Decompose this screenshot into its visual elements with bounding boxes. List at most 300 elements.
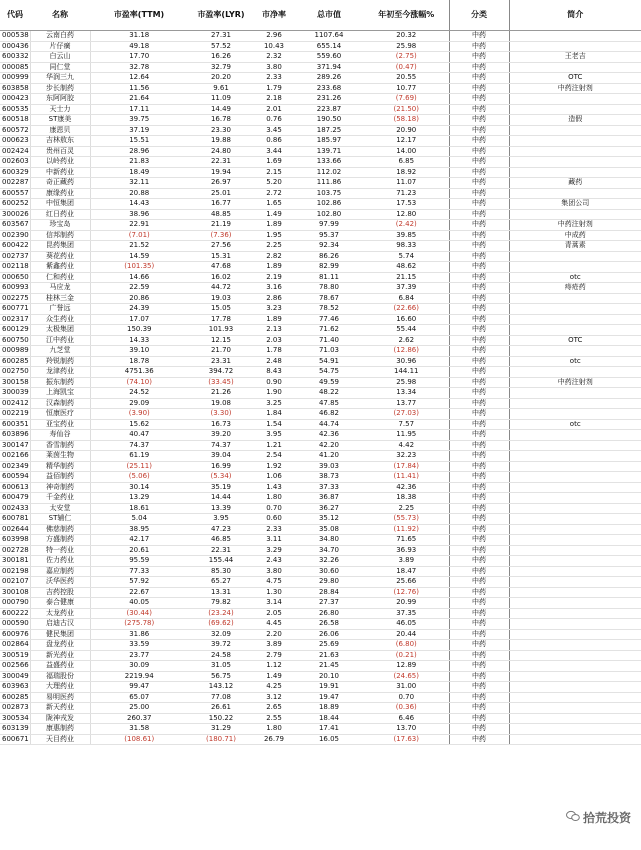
cell-pb: 2.33 <box>254 524 294 535</box>
cell-pb: 2.32 <box>254 52 294 63</box>
cell-pe-lyr: 16.99 <box>188 461 254 472</box>
cell-market-cap: 185.97 <box>294 136 364 147</box>
cell-ytd-change: (55.73) <box>364 514 449 525</box>
cell-name: 香雪制药 <box>30 440 90 451</box>
table-body <box>0 31 641 745</box>
cell-pb: 3.45 <box>254 125 294 136</box>
table-row <box>0 493 641 504</box>
table-row <box>0 482 641 493</box>
cell-name: 华润三九 <box>30 73 90 84</box>
cell-intro <box>509 146 641 157</box>
cell-pb: 1.80 <box>254 493 294 504</box>
cell-intro <box>509 346 641 357</box>
cell-market-cap: 35.08 <box>294 524 364 535</box>
cell-name: ST辅仁 <box>30 514 90 525</box>
cell-category: 中药 <box>449 104 509 115</box>
cell-code: 002166 <box>2 451 29 459</box>
cell-pb: 1.54 <box>254 419 294 430</box>
cell-category: 中药 <box>449 304 509 315</box>
cell-pe-lyr: 44.72 <box>188 283 254 294</box>
cell-ytd-change: 14.00 <box>364 146 449 157</box>
cell-code: 002424 <box>2 146 29 155</box>
cell-category: 中药 <box>449 545 509 556</box>
header-pe-ttm: 市盈率(TTM) <box>90 0 188 31</box>
cell-category: 中药 <box>449 713 509 724</box>
cell-ytd-change: 18.47 <box>364 566 449 577</box>
cell-ytd-change: (58.18) <box>364 115 449 126</box>
cell-pe-lyr: (7.36) <box>188 230 254 241</box>
header-category: 分类 <box>449 0 509 31</box>
cell-ytd-change: 7.57 <box>364 419 449 430</box>
cell-name: 羚锐制药 <box>30 356 90 367</box>
cell-pb: 3.23 <box>254 304 294 315</box>
cell-name: 千金药业 <box>30 493 90 504</box>
cell-name: 新光药业 <box>30 650 90 661</box>
cell-ytd-change: 18.92 <box>364 167 449 178</box>
cell-name: 健民集团 <box>30 629 90 640</box>
table-row <box>0 524 641 535</box>
cell-pb: 0.86 <box>254 136 294 147</box>
cell-pe-ttm: 42.17 <box>90 535 188 546</box>
cell-intro: 王老吉 <box>509 52 641 63</box>
header-code: 代码 <box>0 0 30 31</box>
cell-name: 东阿阿胶 <box>30 94 90 105</box>
cell-name: 新天药业 <box>30 703 90 714</box>
cell-ytd-change: 55.44 <box>364 325 449 336</box>
cell-market-cap: 17.41 <box>294 724 364 735</box>
cell-pe-lyr: 47.68 <box>188 262 254 273</box>
cell-category: 中药 <box>449 514 509 525</box>
cell-intro <box>509 650 641 661</box>
cell-intro: 中药注射剂 <box>509 377 641 388</box>
cell-market-cap: 47.85 <box>294 398 364 409</box>
cell-code: 600129 <box>2 325 29 333</box>
cell-intro <box>509 251 641 262</box>
cell-pb: 1.65 <box>254 199 294 210</box>
cell-pe-ttm: 57.92 <box>90 577 188 588</box>
cell-pb: 1.43 <box>254 482 294 493</box>
cell-ytd-change: 20.44 <box>364 629 449 640</box>
header-intro: 简介 <box>509 0 641 31</box>
cell-pe-ttm: 24.39 <box>90 304 188 315</box>
cell-ytd-change: 6.85 <box>364 157 449 168</box>
cell-code: 002317 <box>2 314 29 323</box>
cell-market-cap: 49.59 <box>294 377 364 388</box>
cell-name: 珍宝岛 <box>30 220 90 231</box>
cell-intro <box>509 461 641 472</box>
cell-code: 603139 <box>2 724 29 732</box>
cell-pe-lyr: 85.30 <box>188 566 254 577</box>
cell-code: 002390 <box>2 230 29 239</box>
table-row <box>0 115 641 126</box>
cell-market-cap: 46.82 <box>294 409 364 420</box>
cell-ytd-change: 2.25 <box>364 503 449 514</box>
cell-name: 天目药业 <box>30 734 90 745</box>
cell-ytd-change: 25.98 <box>364 41 449 52</box>
cell-intro: 中药注射剂 <box>509 220 641 231</box>
cell-pb: 2.19 <box>254 272 294 283</box>
cell-name: 太极集团 <box>30 325 90 336</box>
cell-pb: 2.54 <box>254 451 294 462</box>
cell-ytd-change: 12.17 <box>364 136 449 147</box>
cell-pe-lyr: 11.09 <box>188 94 254 105</box>
table-row <box>0 598 641 609</box>
table-row <box>0 178 641 189</box>
cell-intro: OTC <box>509 335 641 346</box>
cell-pb: 3.89 <box>254 640 294 651</box>
cell-pe-ttm: (275.78) <box>90 619 188 630</box>
cell-name: 桂林三金 <box>30 293 90 304</box>
cell-pe-ttm: 74.37 <box>90 440 188 451</box>
cell-intro <box>509 598 641 609</box>
cell-pe-lyr: 101.93 <box>188 325 254 336</box>
cell-category: 中药 <box>449 73 509 84</box>
cell-code: 002219 <box>2 409 29 417</box>
cell-code: 000999 <box>2 73 29 81</box>
table-row <box>0 41 641 52</box>
cell-intro <box>509 157 641 168</box>
cell-ytd-change: (0.36) <box>364 703 449 714</box>
cell-category: 中药 <box>449 220 509 231</box>
cell-market-cap: 28.84 <box>294 587 364 598</box>
cell-ytd-change: 42.36 <box>364 482 449 493</box>
cell-pe-ttm: 17.70 <box>90 52 188 63</box>
cell-ytd-change: (0.47) <box>364 62 449 73</box>
cell-ytd-change: 20.55 <box>364 73 449 84</box>
cell-category: 中药 <box>449 398 509 409</box>
cell-ytd-change: 18.38 <box>364 493 449 504</box>
cell-pe-lyr: 22.31 <box>188 545 254 556</box>
cell-market-cap: 139.71 <box>294 146 364 157</box>
cell-ytd-change: 71.23 <box>364 188 449 199</box>
cell-pb: 1.84 <box>254 409 294 420</box>
cell-pe-ttm: (3.90) <box>90 409 188 420</box>
table-row <box>0 440 641 451</box>
cell-ytd-change: 25.66 <box>364 577 449 588</box>
table-row <box>0 73 641 84</box>
cell-pe-ttm: 12.64 <box>90 73 188 84</box>
cell-market-cap: 559.60 <box>294 52 364 63</box>
cell-code: 600993 <box>2 283 29 291</box>
table-row <box>0 167 641 178</box>
cell-category: 中药 <box>449 703 509 714</box>
cell-code: 300181 <box>2 556 29 564</box>
table-row <box>0 545 641 556</box>
cell-market-cap: 71.62 <box>294 325 364 336</box>
cell-intro: otc <box>509 272 641 283</box>
cell-code: 600535 <box>2 104 29 113</box>
cell-name: 葵花药业 <box>30 251 90 262</box>
table-row <box>0 629 641 640</box>
cell-pe-ttm: 24.52 <box>90 388 188 399</box>
cell-pe-ttm: 14.43 <box>90 199 188 210</box>
cell-intro <box>509 125 641 136</box>
cell-market-cap: 38.73 <box>294 472 364 483</box>
cell-market-cap: 21.63 <box>294 650 364 661</box>
cell-intro <box>509 545 641 556</box>
cell-pb: 0.60 <box>254 514 294 525</box>
cell-pe-lyr: 39.20 <box>188 430 254 441</box>
cell-market-cap: 71.03 <box>294 346 364 357</box>
cell-name: 龙津药业 <box>30 367 90 378</box>
cell-pb: 3.12 <box>254 692 294 703</box>
table-row <box>0 136 641 147</box>
cell-code: 000423 <box>2 94 29 102</box>
cell-name: 江中药业 <box>30 335 90 346</box>
cell-name: 易明医药 <box>30 692 90 703</box>
cell-ytd-change: (12.76) <box>364 587 449 598</box>
cell-pe-lyr: 32.79 <box>188 62 254 73</box>
cell-pe-ttm: 32.11 <box>90 178 188 189</box>
cell-category: 中药 <box>449 409 509 420</box>
table-row <box>0 262 641 273</box>
cell-intro <box>509 619 641 630</box>
cell-pe-lyr: 155.44 <box>188 556 254 567</box>
cell-market-cap: 71.40 <box>294 335 364 346</box>
cell-name: 寿仙谷 <box>30 430 90 441</box>
table-row <box>0 608 641 619</box>
cell-intro <box>509 682 641 693</box>
cell-intro <box>509 209 641 220</box>
cell-category: 中药 <box>449 251 509 262</box>
table-row <box>0 251 641 262</box>
cell-code: 600351 <box>2 419 29 428</box>
cell-pe-ttm: 22.59 <box>90 283 188 294</box>
cell-pe-ttm: 14.33 <box>90 335 188 346</box>
cell-code: 603963 <box>2 682 29 690</box>
cell-intro <box>509 493 641 504</box>
cell-pe-ttm: 20.86 <box>90 293 188 304</box>
cell-name: 益盛药业 <box>30 661 90 672</box>
cell-market-cap: 78.67 <box>294 293 364 304</box>
table-row <box>0 188 641 199</box>
cell-intro: OTC <box>509 73 641 84</box>
cell-category: 中药 <box>449 31 509 42</box>
table-row <box>0 682 641 693</box>
cell-category: 中药 <box>449 472 509 483</box>
cell-category: 中药 <box>449 241 509 252</box>
cell-name: 贵州百灵 <box>30 146 90 157</box>
cell-ytd-change: (17.63) <box>364 734 449 745</box>
cell-name: 吉林敖东 <box>30 136 90 147</box>
cell-code: 600771 <box>2 304 29 312</box>
cell-name: 特一药业 <box>30 545 90 556</box>
cell-pe-ttm: 150.39 <box>90 325 188 336</box>
cell-pb: 3.80 <box>254 566 294 577</box>
cell-pe-lyr: 12.15 <box>188 335 254 346</box>
cell-category: 中药 <box>449 83 509 94</box>
cell-ytd-change: 46.05 <box>364 619 449 630</box>
cell-category: 中药 <box>449 178 509 189</box>
cell-name: 嘉应制药 <box>30 566 90 577</box>
cell-intro <box>509 703 641 714</box>
cell-name: 大理药业 <box>30 682 90 693</box>
cell-pb: 4.45 <box>254 619 294 630</box>
cell-pb: 1.06 <box>254 472 294 483</box>
cell-market-cap: 36.87 <box>294 493 364 504</box>
cell-ytd-change: 3.89 <box>364 556 449 567</box>
table-row <box>0 577 641 588</box>
cell-market-cap: 655.14 <box>294 41 364 52</box>
cell-pb: 0.90 <box>254 377 294 388</box>
cell-pe-lyr: 16.02 <box>188 272 254 283</box>
cell-code: 000590 <box>2 619 29 627</box>
cell-market-cap: 97.99 <box>294 220 364 231</box>
cell-code: 300026 <box>2 209 29 218</box>
cell-category: 中药 <box>449 283 509 294</box>
cell-market-cap: 371.94 <box>294 62 364 73</box>
cell-category: 中药 <box>449 598 509 609</box>
cell-ytd-change: 20.99 <box>364 598 449 609</box>
table-row <box>0 62 641 73</box>
cell-code: 300534 <box>2 713 29 722</box>
cell-ytd-change: 10.77 <box>364 83 449 94</box>
cell-ytd-change: (2.75) <box>364 52 449 63</box>
cell-name: 陇神戎发 <box>30 713 90 724</box>
table-row <box>0 377 641 388</box>
cell-category: 中药 <box>449 524 509 535</box>
cell-intro <box>509 41 641 52</box>
cell-pb: 1.92 <box>254 461 294 472</box>
cell-pb: 1.12 <box>254 661 294 672</box>
cell-pe-lyr: 9.61 <box>188 83 254 94</box>
cell-market-cap: 29.80 <box>294 577 364 588</box>
cell-pe-lyr: 13.39 <box>188 503 254 514</box>
cell-pe-ttm: 11.56 <box>90 83 188 94</box>
table-row <box>0 146 641 157</box>
cell-pe-ttm: 38.96 <box>90 209 188 220</box>
header-market-cap: 总市值 <box>294 0 364 31</box>
cell-code: 002864 <box>2 640 29 648</box>
cell-pe-ttm: 14.59 <box>90 251 188 262</box>
cell-code: 000989 <box>2 346 29 354</box>
cell-name: 红日药业 <box>30 209 90 220</box>
cell-intro <box>509 62 641 73</box>
cell-name: 益佰制药 <box>30 472 90 483</box>
table-row <box>0 514 641 525</box>
cell-name: 同仁堂 <box>30 62 90 73</box>
cell-code: 603998 <box>2 535 29 543</box>
table-row <box>0 230 641 241</box>
cell-name: 沃华医药 <box>30 577 90 588</box>
cell-category: 中药 <box>449 167 509 178</box>
cell-pe-lyr: 16.77 <box>188 199 254 210</box>
cell-pe-lyr: (23.24) <box>188 608 254 619</box>
cell-ytd-change: 16.60 <box>364 314 449 325</box>
cell-pe-lyr: 77.08 <box>188 692 254 703</box>
cell-ytd-change: 37.39 <box>364 283 449 294</box>
cell-pe-ttm: 18.61 <box>90 503 188 514</box>
cell-code: 000085 <box>2 62 29 71</box>
table-row <box>0 692 641 703</box>
cell-pb: 2.01 <box>254 104 294 115</box>
cell-pe-ttm: 21.64 <box>90 94 188 105</box>
cell-intro <box>509 503 641 514</box>
cell-pe-ttm: 21.83 <box>90 157 188 168</box>
cell-pe-lyr: 31.29 <box>188 724 254 735</box>
cell-name: 精华制药 <box>30 461 90 472</box>
table-row <box>0 52 641 63</box>
cell-intro <box>509 136 641 147</box>
table-row <box>0 703 641 714</box>
cell-category: 中药 <box>449 661 509 672</box>
cell-ytd-change: 25.98 <box>364 377 449 388</box>
cell-ytd-change: 6.84 <box>364 293 449 304</box>
cell-market-cap: 86.26 <box>294 251 364 262</box>
cell-pe-ttm: (25.11) <box>90 461 188 472</box>
cell-pb: 3.16 <box>254 283 294 294</box>
cell-pe-ttm: (101.35) <box>90 262 188 273</box>
cell-intro <box>509 409 641 420</box>
cell-name: 步长制药 <box>30 83 90 94</box>
cell-code: 002644 <box>2 524 29 533</box>
cell-category: 中药 <box>449 461 509 472</box>
cell-code: 600750 <box>2 335 29 344</box>
cell-ytd-change: 5.74 <box>364 251 449 262</box>
cell-code: 002603 <box>2 157 29 165</box>
cell-category: 中药 <box>449 115 509 126</box>
cell-market-cap: 95.37 <box>294 230 364 241</box>
cell-category: 中药 <box>449 209 509 220</box>
cell-market-cap: 54.75 <box>294 367 364 378</box>
cell-pe-lyr: 65.27 <box>188 577 254 588</box>
cell-pe-lyr: 32.09 <box>188 629 254 640</box>
cell-pe-lyr: 25.01 <box>188 188 254 199</box>
cell-pe-lyr: 74.37 <box>188 440 254 451</box>
cell-intro <box>509 629 641 640</box>
cell-pe-ttm: 65.07 <box>90 692 188 703</box>
cell-category: 中药 <box>449 493 509 504</box>
cell-market-cap: 111.86 <box>294 178 364 189</box>
cell-pe-lyr: 150.22 <box>188 713 254 724</box>
cell-ytd-change: 12.89 <box>364 661 449 672</box>
table-row <box>0 650 641 661</box>
cell-pe-lyr: 48.85 <box>188 209 254 220</box>
cell-category: 中药 <box>449 566 509 577</box>
cell-pe-ttm: 22.67 <box>90 587 188 598</box>
cell-code: 600329 <box>2 167 29 176</box>
cell-ytd-change: 21.15 <box>364 272 449 283</box>
table-row <box>0 209 641 220</box>
cell-pe-ttm: 17.11 <box>90 104 188 115</box>
cell-market-cap: 77.46 <box>294 314 364 325</box>
cell-pe-lyr: (33.45) <box>188 377 254 388</box>
cell-category: 中药 <box>449 94 509 105</box>
cell-name: 亚宝药业 <box>30 419 90 430</box>
cell-category: 中药 <box>449 325 509 336</box>
table-row <box>0 356 641 367</box>
cell-pe-ttm: 13.29 <box>90 493 188 504</box>
cell-pe-lyr: 26.61 <box>188 703 254 714</box>
cell-intro: 中成药 <box>509 230 641 241</box>
table-row <box>0 535 641 546</box>
cell-ytd-change: (11.92) <box>364 524 449 535</box>
cell-ytd-change: (17.84) <box>364 461 449 472</box>
table-row <box>0 724 641 735</box>
cell-code: 300039 <box>2 388 29 396</box>
cell-ytd-change: 11.07 <box>364 178 449 189</box>
table-row <box>0 640 641 651</box>
cell-pe-lyr: 46.85 <box>188 535 254 546</box>
cell-pb: 2.25 <box>254 241 294 252</box>
cell-market-cap: 44.74 <box>294 419 364 430</box>
cell-pe-ttm: 77.33 <box>90 566 188 577</box>
cell-pb: 2.13 <box>254 325 294 336</box>
cell-name: 中新药业 <box>30 167 90 178</box>
cell-category: 中药 <box>449 367 509 378</box>
cell-name: 振东制药 <box>30 377 90 388</box>
cell-category: 中药 <box>449 650 509 661</box>
